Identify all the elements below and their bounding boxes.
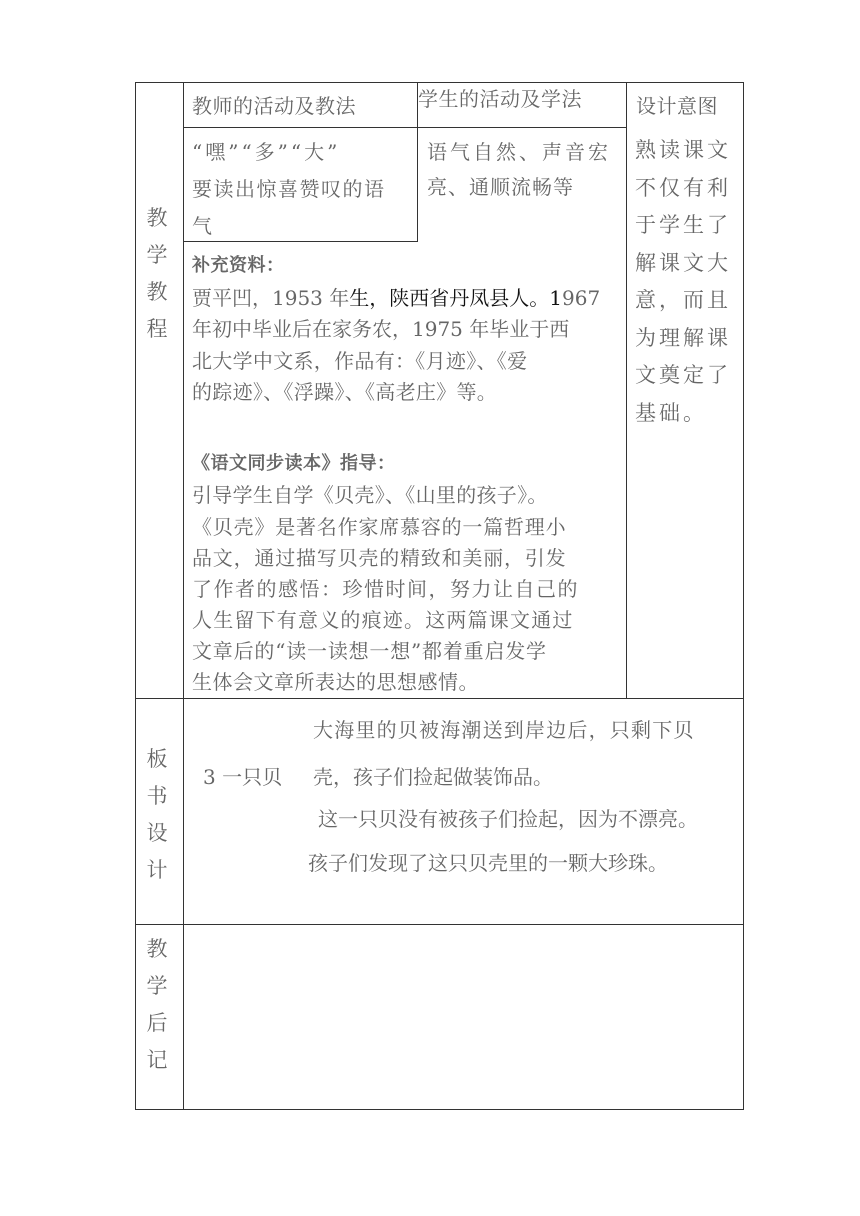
table-border-process-bottom: [135, 698, 744, 699]
supplementary-title: 补充资料：: [192, 255, 285, 276]
table-border-top: [135, 82, 744, 83]
section-label-char: 板: [146, 747, 168, 771]
board-line: 这一只贝没有被孩子们捡起，因为不漂亮。: [318, 807, 698, 831]
table-border-bottom: [135, 1109, 744, 1110]
header-teacher-activity: 教师的活动及教法: [192, 94, 356, 118]
reading-guide-title: 《语文同步读本》指导：: [192, 453, 396, 474]
text-line: 品文，通过描写贝壳的精致和美丽，引发: [192, 546, 567, 570]
text-line: 语气自然、声音宏: [427, 140, 611, 164]
section-label-char: 学: [146, 974, 168, 998]
section-label-board-design: [142, 741, 172, 889]
table-border-right: [743, 82, 744, 1110]
section-label-postscript: [142, 931, 172, 1079]
text-line: 了作者的感悟：珍惜时间，努力让自己的: [192, 577, 579, 601]
postscript-cell: [184, 925, 743, 1109]
text-line: 引导学生自学《贝壳》、《山里的孩子》。: [192, 483, 548, 507]
text-line: 要读出惊喜赞叹的语: [192, 177, 386, 201]
section-label-char: 教: [146, 937, 168, 961]
board-title: 3 一只贝: [203, 765, 283, 789]
text-line: 文章后的“读一读想一想”都着重启发学: [192, 639, 547, 663]
text-line: “嘿”“多”“大”: [192, 140, 341, 164]
text-line: 生体会文章所表达的思想感情。: [192, 670, 479, 694]
text-line: 北大学中文系，作品有：《月迹》、《爱: [192, 349, 528, 373]
section-label-char: 计: [146, 858, 168, 882]
section-label-teaching-process: [142, 200, 172, 348]
board-line: 大海里的贝被海潮送到岸边后，只剩下贝: [313, 718, 695, 742]
header-design-intent: 设计意图: [636, 94, 718, 118]
section-label-char: 书: [146, 784, 168, 808]
board-line: 孩子们发现了这只贝壳里的一颗大珍珠。: [308, 851, 668, 875]
section-label-char: 教: [146, 280, 168, 304]
section-label-char: 教: [146, 206, 168, 230]
text-line: 《贝壳》是著名作家席慕容的一篇哲理小: [192, 515, 567, 539]
section-label-char: 设: [146, 821, 168, 845]
text-segment: 生，陕西省丹凤县人。1: [349, 286, 562, 310]
section-label-char: 程: [146, 317, 168, 341]
header-student-activity: 学生的活动及学法: [418, 87, 582, 111]
text-line: [192, 283, 600, 314]
text-line: 亮、通顺流畅等: [427, 175, 574, 199]
section-label-char: 学: [146, 243, 168, 267]
text-segment: 贾平凹，1953 年: [192, 286, 350, 310]
text-line: 的踪迹》、《浮躁》、《高老庄》等。: [192, 380, 498, 404]
board-line: 壳，孩子们捡起做装饰品。: [313, 765, 553, 789]
section-label-char: 记: [146, 1048, 168, 1072]
text-segment: 967: [562, 286, 601, 310]
text-line: 气: [192, 214, 213, 238]
table-border-col3: [626, 82, 627, 699]
table-border-left: [135, 82, 136, 1110]
section-label-char: 后: [146, 1011, 168, 1035]
text-line: 年初中毕业后在家务农，1975 年毕业于西: [192, 317, 570, 341]
table-border-row1-bottom: [183, 241, 417, 242]
text-line: 人生留下有意义的痕迹。这两篇课文通过: [192, 608, 574, 632]
design-intent-text: 熟读课文不仅有利于学生了解课文大意，而且为理解课文奠定了基础。: [635, 138, 731, 425]
table-border-header-bottom: [183, 127, 626, 128]
